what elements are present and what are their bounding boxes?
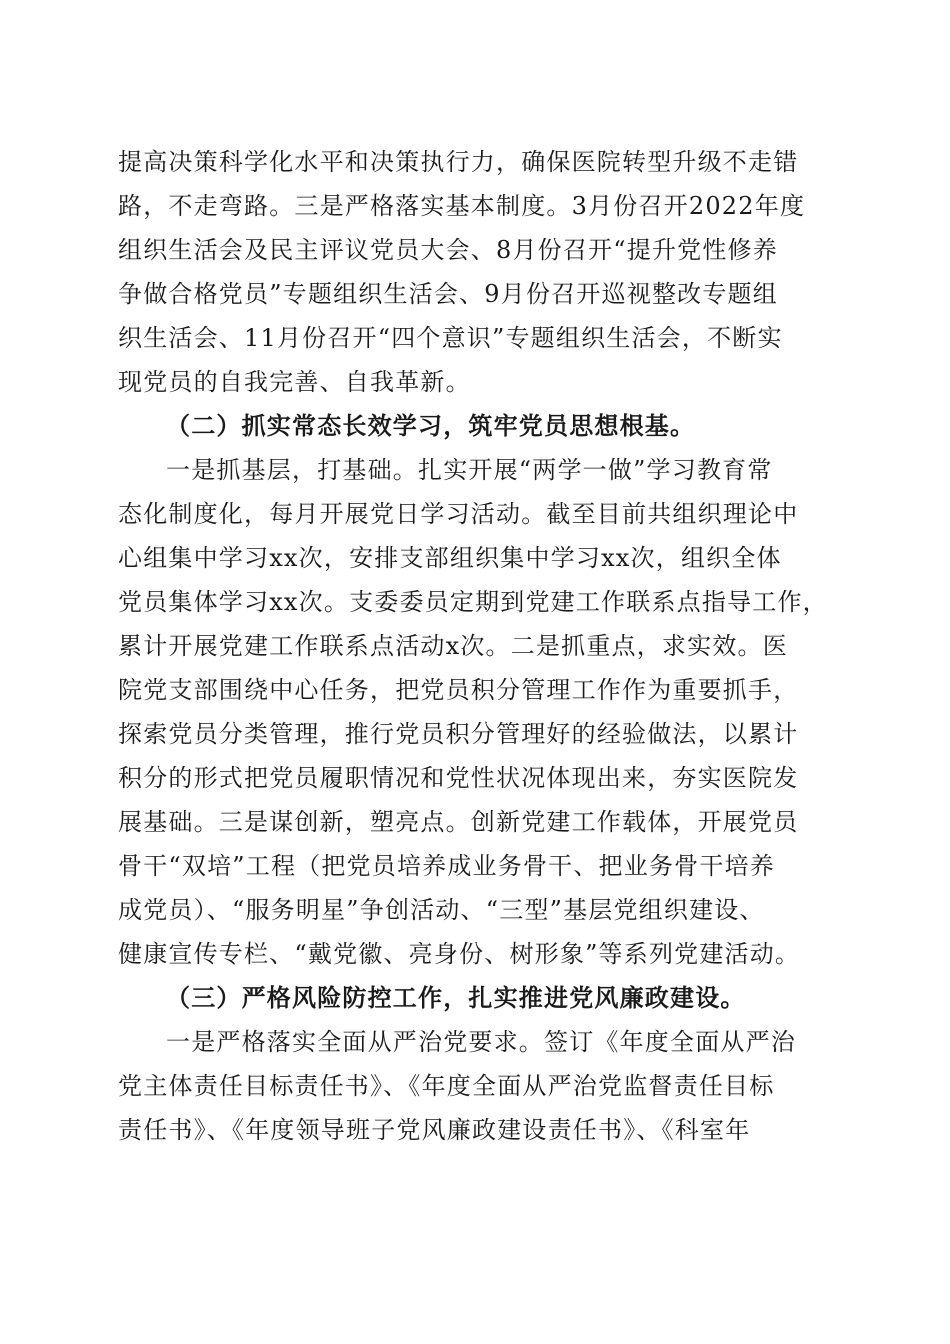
text-line-8: 一是抓基层，打基础。扎实开展“两学一做”学习教育常 <box>166 456 773 484</box>
text-line-16: 展基础。三是谋创新，塑亮点。创新党建工作载体，开展党员 <box>118 808 799 836</box>
text-line-6: 现党员的自我完善、自我革新。 <box>118 368 471 396</box>
text-line-5: 织生活会、11月份召开“四个意识”专题组织生活会，不断实 <box>118 324 783 352</box>
text-line-10: 心组集中学习xx次，安排支部组织集中学习xx次，组织全体 <box>118 544 782 572</box>
text-line-4: 争做合格党员”专题组织生活会、9月份召开巡视整改专题组 <box>118 280 778 308</box>
text-line-21: 一是严格落实全面从严治党要求。签订《年度全面从严治 <box>166 1028 796 1056</box>
text-line-23: 责任书》、《年度领导班子党风廉政建设责任书》、《科室年 <box>118 1116 751 1144</box>
text-line-2: 路，不走弯路。三是严格落实基本制度。3月份召开2022年度 <box>118 192 806 220</box>
text-line-3: 组织生活会及民主评议党员大会、8月份召开“提升党性修养 <box>118 236 778 264</box>
text-line-17: 骨干“双培”工程（把党员培养成业务骨干、把业务骨干培养 <box>118 852 775 880</box>
text-line-15: 积分的形式把党员履职情况和党性状况体现出来，夯实医院发 <box>118 764 799 792</box>
section-heading-2: （二）抓实常态长效学习，筑牢党员思想根基。 <box>166 411 696 440</box>
text-line-14: 探索党员分类管理，推行党员积分管理好的经验做法，以累计 <box>118 720 799 748</box>
text-line-11: 党员集体学习xx次。支委委员定期到党建工作联系点指导工作， <box>118 588 828 616</box>
section-heading-3: （三）严格风险防控工作，扎实推进党风廉政建设。 <box>166 983 746 1012</box>
text-line-18: 成党员）、“服务明星”争创活动、“三型”基层党组织建设、 <box>118 896 765 924</box>
text-line-1: 提高决策科学化水平和决策执行力，确保医院转型升级不走错 <box>118 148 799 176</box>
text-line-9: 态化制度化，每月开展党日学习活动。截至目前共组织理论中 <box>118 500 799 528</box>
text-line-22: 党主体责任目标责任书》、《年度全面从严治党监督责任目标 <box>118 1072 775 1100</box>
text-line-12: 累计开展党建工作联系点活动x次。二是抓重点，求实效。医 <box>118 632 788 660</box>
text-line-13: 院党支部围绕中心任务，把党员积分管理工作作为重要抓手， <box>118 676 799 704</box>
text-line-19: 健康宣传专栏、“戴党徽、亮身份、树形象”等系列党建活动。 <box>118 940 801 968</box>
